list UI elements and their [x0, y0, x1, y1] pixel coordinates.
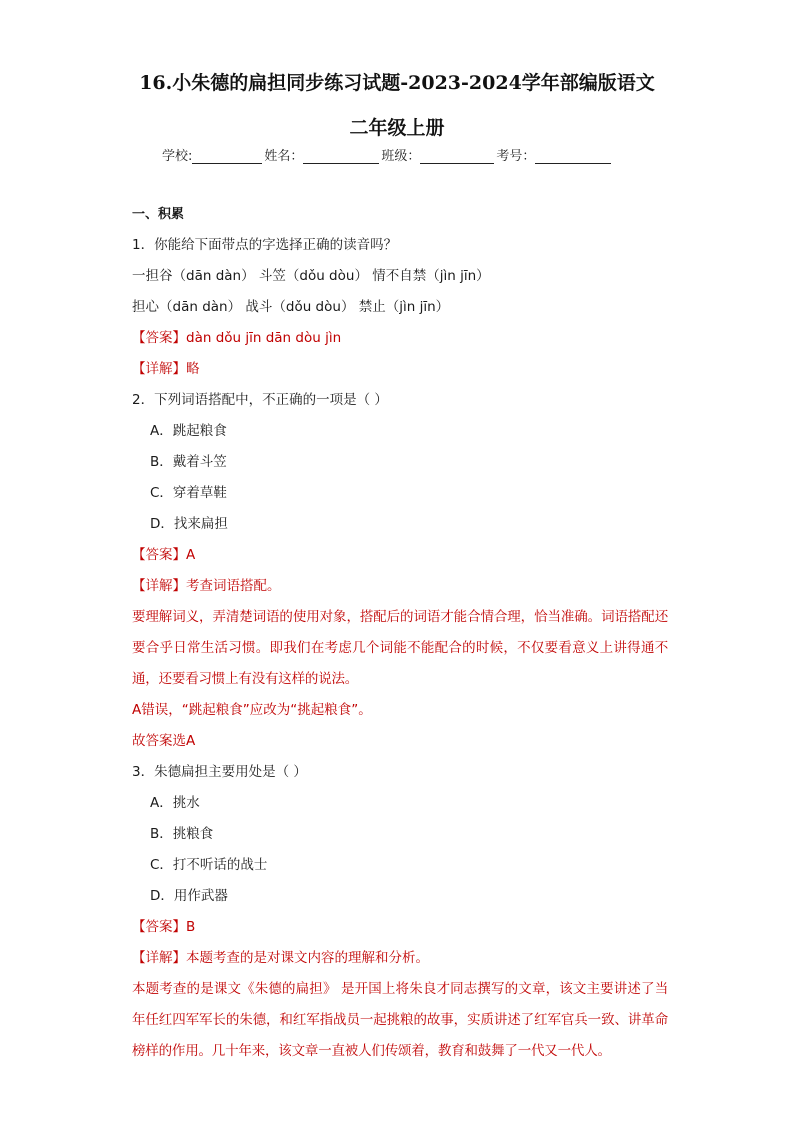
- question-2-note: A错误，“跳起粮食”应改为“挑起粮食”。: [132, 702, 372, 718]
- document-title-line1: 16.小朱德的扁担同步练习试题-2023-2024学年部编版语文: [139, 72, 655, 94]
- document-title-line2: 二年级上册: [349, 117, 445, 139]
- question-1-row2: 担心（dān dàn） 战斗（dǒu dòu） 禁止（jìn jīn）: [132, 299, 450, 315]
- question-2-explanation: 要理解词义，弄清楚词语的使用对象，搭配后的词语才能合情合理，恰当准确。词语搭配还要合乎日常生活习惯。即我们在考虑几个词能不能配合的时候，不仅要看意义上讲得通不通，还要看习惯上有没有这样的说法。: [132, 609, 668, 687]
- section-title: 一、积累: [132, 207, 185, 222]
- school-blank[interactable]: [192, 149, 262, 164]
- question-2-option-c: C．穿着草鞋: [150, 485, 227, 501]
- document-content: [132, 199, 668, 1067]
- exam-number-blank[interactable]: [535, 149, 611, 164]
- detail-value: 略: [186, 361, 200, 377]
- question-2-stem: 2．下列词语搭配中，不正确的一项是（ ）: [132, 392, 388, 408]
- question-3-option-c: C．打不听话的战士: [150, 857, 268, 873]
- answer-tag: 【答案】: [132, 547, 186, 563]
- question-3-answer: [132, 912, 668, 943]
- question-2-conclusion: 故答案选A: [132, 733, 196, 749]
- name-blank[interactable]: [303, 149, 379, 164]
- exam-number-label: 考号：: [496, 149, 536, 164]
- class-blank[interactable]: [420, 149, 494, 164]
- question-2-option-a: A．跳起粮食: [150, 423, 227, 439]
- question-2-detail: [132, 571, 668, 602]
- student-info-row: [162, 145, 613, 164]
- answer-value: B: [186, 919, 196, 935]
- answer-tag: 【答案】: [132, 330, 186, 346]
- question-2-option-d: D．找来扁担: [150, 516, 228, 532]
- detail-tag: 【详解】: [132, 578, 186, 594]
- question-1-answer: [132, 323, 668, 354]
- answer-value: dàn dǒu jīn dān dòu jìn: [186, 330, 342, 346]
- question-3-stem: 3．朱德扁担主要用处是（ ）: [132, 764, 307, 780]
- name-label: 姓名：: [264, 149, 304, 164]
- detail-tag: 【详解】: [132, 361, 186, 377]
- school-field: [162, 145, 264, 164]
- question-1-detail: [132, 354, 668, 385]
- school-label: 学校:: [162, 149, 193, 164]
- exam-number-field: [496, 145, 613, 164]
- class-label: 班级：: [381, 149, 421, 164]
- question-2-answer: [132, 540, 668, 571]
- question-1-row1: 一担谷（dān dàn） 斗笠（dǒu dòu） 情不自禁（jìn jīn）: [132, 268, 490, 284]
- answer-value: A: [186, 547, 196, 563]
- question-1-stem: 1．你能给下面带点的字选择正确的读音吗？: [132, 237, 398, 253]
- detail-value: 考查词语搭配。: [186, 578, 281, 594]
- class-field: [381, 145, 496, 164]
- detail-value: 本题考查的是对课文内容的理解和分析。: [186, 950, 429, 966]
- question-3-option-d: D．用作武器: [150, 888, 228, 904]
- question-3-option-b: B．挑粮食: [150, 826, 214, 842]
- question-2-option-b: B．戴着斗笠: [150, 454, 227, 470]
- question-3-detail: [132, 943, 668, 974]
- detail-tag: 【详解】: [132, 950, 186, 966]
- answer-tag: 【答案】: [132, 919, 186, 935]
- question-3-option-a: A．挑水: [150, 795, 200, 811]
- question-3-explanation: 本题考查的是课文《朱德的扁担》 是开国上将朱良才同志撰写的文章，该文主要讲述了当年任红四军军长的朱德，和红军指战员一起挑粮的故事，实质讲述了红军官兵一致、讲革命榜样的作用。几十年来，该文章一直被人们传颂着，教育和鼓舞了一代又一代人。: [132, 981, 668, 1059]
- name-field: [264, 145, 381, 164]
